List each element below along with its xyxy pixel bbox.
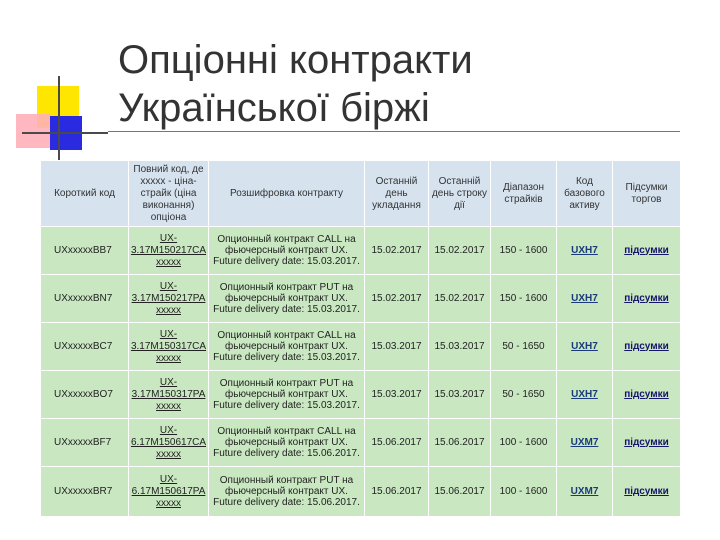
results-link[interactable]: підсумки	[624, 388, 669, 400]
results-link[interactable]: підсумки	[624, 340, 669, 352]
cell-expiry-day: 15.03.2017	[429, 371, 491, 419]
decor-vertical-line	[58, 76, 60, 160]
cell-last-trade-day: 15.03.2017	[365, 371, 429, 419]
header-description: Розшифровка контракту	[209, 161, 365, 227]
cell-description: Опционный контракт PUT на фьючерсный контракт UX. Future delivery date: 15.03.2017.	[209, 371, 365, 419]
cell-base-asset: UXH7	[557, 371, 613, 419]
cell-description: Опционный контракт CALL на фьючерсный контракт UX. Future delivery date: 15.06.2017.	[209, 419, 365, 467]
cell-short-code: UXxxxxxBB7	[41, 227, 129, 275]
options-table	[40, 160, 681, 517]
cell-results	[613, 467, 681, 517]
results-link[interactable]: підсумки	[624, 436, 669, 448]
cell-expiry-day: 15.02.2017	[429, 227, 491, 275]
cell-results	[613, 227, 681, 275]
header-short-code: Короткий код	[41, 161, 129, 227]
cell-strike-range: 100 - 1600	[491, 419, 557, 467]
cell-base-asset: UXH7	[557, 275, 613, 323]
cell-description: Опционный контракт CALL на фьючерсный контракт UX. Future delivery date: 15.03.2017.	[209, 227, 365, 275]
cell-description: Опционный контракт PUT на фьючерсный контракт UX. Future delivery date: 15.06.2017.	[209, 467, 365, 517]
cell-expiry-day: 15.02.2017	[429, 275, 491, 323]
cell-short-code: UXxxxxxBC7	[41, 323, 129, 371]
cell-last-trade-day: 15.02.2017	[365, 227, 429, 275]
header-results: Підсумки торгов	[613, 161, 681, 227]
table-row	[41, 467, 681, 517]
results-link[interactable]: підсумки	[624, 292, 669, 304]
cell-base-asset: UXH7	[557, 323, 613, 371]
cell-strike-range: 150 - 1600	[491, 227, 557, 275]
cell-expiry-day: 15.03.2017	[429, 323, 491, 371]
cell-base-asset: UXM7	[557, 467, 613, 517]
table-row	[41, 323, 681, 371]
cell-base-asset: UXH7	[557, 227, 613, 275]
table-row	[41, 419, 681, 467]
slide-title-line-1: Опціонні контракти	[118, 38, 473, 82]
cell-full-code: UX-3.17M150217CA xxxxx	[129, 227, 209, 275]
cell-full-code: UX-3.17M150217PA xxxxx	[129, 275, 209, 323]
cell-last-trade-day: 15.03.2017	[365, 323, 429, 371]
table-row	[41, 227, 681, 275]
decor-horizontal-line	[22, 132, 108, 134]
cell-last-trade-day: 15.06.2017	[365, 419, 429, 467]
header-strike-range: Діапазон страйків	[491, 161, 557, 227]
cell-full-code: UX-3.17M150317PA xxxxx	[129, 371, 209, 419]
cell-short-code: UXxxxxxBF7	[41, 419, 129, 467]
cell-full-code: UX-3.17M150317CA xxxxx	[129, 323, 209, 371]
cell-last-trade-day: 15.06.2017	[365, 467, 429, 517]
cell-results	[613, 275, 681, 323]
table-row	[41, 275, 681, 323]
cell-full-code: UX-6.17M150617PA xxxxx	[129, 467, 209, 517]
cell-base-asset: UXM7	[557, 419, 613, 467]
cell-short-code: UXxxxxxBR7	[41, 467, 129, 517]
cell-description: Опционный контракт CALL на фьючерсный контракт UX. Future delivery date: 15.03.2017.	[209, 323, 365, 371]
header-last-trade-day: Останній день укладання	[365, 161, 429, 227]
cell-description: Опционный контракт PUT на фьючерсный контракт UX. Future delivery date: 15.03.2017.	[209, 275, 365, 323]
slide-title	[118, 36, 473, 132]
results-link[interactable]: підсумки	[624, 485, 669, 497]
cell-expiry-day: 15.06.2017	[429, 467, 491, 517]
header-full-code: Повний код, де xxxxx - ціна-страйк (ціна виконання) опціона	[129, 161, 209, 227]
cell-results	[613, 371, 681, 419]
cell-strike-range: 50 - 1650	[491, 323, 557, 371]
cell-strike-range: 50 - 1650	[491, 371, 557, 419]
cell-strike-range: 150 - 1600	[491, 275, 557, 323]
cell-short-code: UXxxxxxBN7	[41, 275, 129, 323]
cell-results	[613, 323, 681, 371]
slide-title-line-2: Української біржі	[118, 86, 430, 130]
cell-strike-range: 100 - 1600	[491, 467, 557, 517]
results-link[interactable]: підсумки	[624, 244, 669, 256]
cell-last-trade-day: 15.02.2017	[365, 275, 429, 323]
cell-short-code: UXxxxxxBO7	[41, 371, 129, 419]
decor-pink-square	[16, 114, 50, 148]
header-expiry-day: Останній день строку дії	[429, 161, 491, 227]
cell-expiry-day: 15.06.2017	[429, 419, 491, 467]
header-base-asset: Код базового активу	[557, 161, 613, 227]
cell-results	[613, 419, 681, 467]
cell-full-code: UX-6.17M150617CA xxxxx	[129, 419, 209, 467]
table-header-row	[41, 161, 681, 227]
table-row	[41, 371, 681, 419]
